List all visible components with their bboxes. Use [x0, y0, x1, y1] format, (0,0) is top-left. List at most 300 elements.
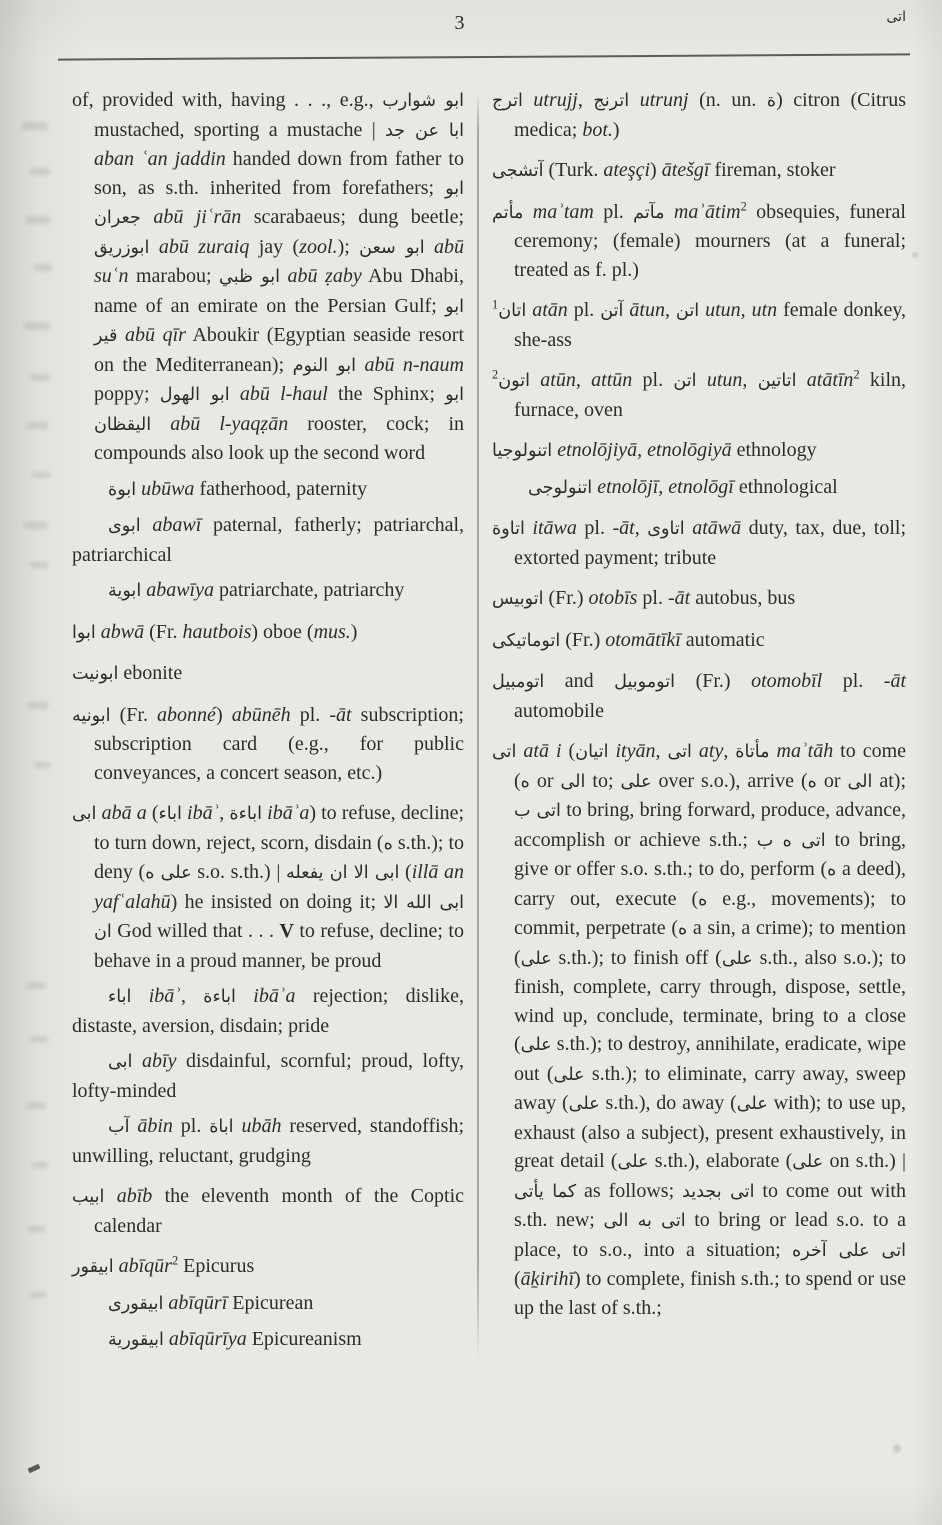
transliteration: -āt — [883, 670, 906, 692]
transliteration: itāwa — [532, 517, 577, 539]
text-run: s.th.); to destroy, annihilate, eradicate, wipe out ( — [514, 1033, 906, 1085]
text-run: or — [529, 769, 561, 792]
bleed-through-mark — [26, 982, 46, 989]
text-run: disdainful, scornful; proud, lofty, lofty-minded — [72, 1050, 464, 1102]
arabic-text: اتيان — [575, 742, 609, 762]
text-run: jay ( — [249, 235, 300, 258]
dictionary-entry — [492, 156, 906, 186]
arabic-text: على — [792, 1152, 824, 1172]
dictionary-entry — [492, 626, 906, 656]
transliteration: ātešgī — [661, 159, 710, 181]
text-run — [151, 413, 170, 435]
arabic-text: ابونيت — [72, 664, 119, 684]
dictionary-subentry — [72, 576, 464, 606]
text-run: to; — [585, 769, 621, 792]
bleed-through-mark — [30, 374, 50, 381]
superscript: 1 — [492, 297, 499, 312]
page-number: 3 — [454, 12, 466, 34]
arabic-text: ابوزريق — [94, 237, 150, 258]
transliteration: abīb — [116, 1185, 153, 1207]
bleed-through-mark — [28, 1226, 46, 1232]
text-run: ) to complete, finish s.th.; to spend or use up the last of s.th.; — [514, 1268, 906, 1319]
column-gutter — [464, 86, 492, 1355]
text-run: autobus, bus — [690, 587, 796, 609]
transliteration: -āt — [667, 587, 691, 609]
dictionary-entry — [72, 618, 464, 648]
text-run: s.th.); to finish off ( — [551, 946, 722, 969]
text-run: ( — [561, 740, 576, 762]
text-run — [692, 740, 699, 762]
superscript: 2 — [853, 367, 860, 382]
text-run — [425, 236, 434, 258]
transliteration: ibāʾ — [187, 802, 220, 824]
arabic-text: ابى — [108, 1052, 133, 1072]
arabic-text: الى — [560, 771, 586, 792]
text-run: ( — [514, 1268, 521, 1290]
arabic-text: اتاوى — [647, 519, 685, 539]
text-run: paternal, fatherly; patriarchal, patriarchical — [72, 514, 464, 566]
transliteration: ātun — [629, 299, 665, 321]
text-run: , — [723, 740, 736, 762]
dictionary-entry — [72, 86, 464, 468]
text-run: ) he insisted on doing it; — [170, 890, 384, 913]
text-run: to refuse, decline; to behave in a proud manner, be proud — [94, 920, 464, 972]
dictionary-subentry — [72, 1047, 464, 1105]
text-run: female donkey, she-ass — [514, 299, 907, 351]
text-run: or — [816, 769, 848, 792]
text-run: ebonite — [118, 662, 183, 684]
verb-form-numeral: V — [279, 920, 294, 942]
transliteration: aty — [698, 740, 724, 762]
text-run: obsequies, funeral ceremony; (female) mourners (at a funeral; treated as f. pl.) — [514, 200, 906, 281]
transliteration: abīqūr — [118, 1255, 172, 1277]
text-run: kiln, furnace, oven — [514, 369, 907, 421]
text-run — [523, 201, 532, 223]
text-run: scarabaeus; dung beetle; — [241, 206, 465, 228]
text-run: marabou; — [128, 265, 220, 287]
text-run: to bring or lead s.o. to a place, to s.o., into a situation; — [514, 1209, 906, 1261]
text-run: poppy; — [94, 383, 160, 405]
arabic-text: على — [520, 1035, 552, 1055]
arabic-text: ابو اليقظان — [94, 385, 465, 435]
text-run: pl. — [567, 299, 601, 321]
text-run — [132, 1050, 142, 1072]
bleed-through-mark — [24, 522, 48, 529]
text-run: (Fr. — [144, 620, 183, 643]
text-run: Epicurus — [178, 1255, 255, 1277]
arabic-text: اتى ب — [514, 801, 561, 821]
text-run: automobile — [514, 699, 604, 722]
text-run: duty, tax, due, toll; extorted payment; tribute — [514, 517, 907, 569]
text-run: ( — [146, 802, 159, 824]
text-run: to bring, bring forward, produce, advance, accomplish or achieve s.th.; — [514, 799, 906, 851]
text-run: pl. — [172, 1115, 210, 1137]
dictionary-entry — [492, 514, 906, 572]
text-run: Aboukir (Egyptian seaside resort on the Mediterranean); — [94, 324, 465, 376]
arabic-text: ابيقور — [72, 1257, 114, 1277]
arabic-text: اتن — [673, 371, 697, 391]
text-run: (Fr.) — [675, 670, 752, 692]
superscript: 2 — [740, 198, 747, 213]
arabic-text: اتنولوجى — [528, 477, 593, 498]
text-run: ) — [215, 703, 232, 726]
text-run — [770, 740, 777, 762]
right-column — [492, 86, 906, 1322]
column-divider-rule — [477, 92, 479, 1361]
transliteration: maʾātim — [673, 200, 741, 223]
text-run — [530, 369, 540, 391]
arabic-text: ه — [383, 833, 393, 854]
text-run — [131, 985, 148, 1007]
transliteration: bot. — [582, 118, 613, 141]
text-run: subscription; subscription card (e.g., for public conveyances, a concert season, etc.) — [94, 703, 464, 784]
arabic-text: ابو جعران — [94, 178, 464, 228]
bleed-through-mark — [30, 168, 50, 175]
arabic-text: ابا عن جد — [385, 120, 464, 141]
arabic-text: اتى به الى — [603, 1211, 686, 1231]
dictionary-subentry — [72, 511, 464, 569]
arabic-text: اتى — [492, 742, 517, 762]
transliteration: abīy — [142, 1050, 177, 1072]
arabic-text: ابى الا ان يفعله — [285, 863, 400, 883]
text-run: rooster, cock; in compounds also look up the second word — [94, 412, 465, 464]
transliteration: abawīya — [146, 579, 214, 601]
dictionary-subentry — [72, 475, 464, 505]
arabic-text: على — [721, 948, 753, 969]
text-run — [523, 89, 534, 111]
superscript: 2 — [171, 1253, 179, 1268]
text-run: (Turk. — [543, 159, 604, 181]
arabic-text: اباءة — [229, 804, 263, 824]
transliteration: atāwā — [692, 517, 742, 539]
transliteration: -āt — [612, 517, 635, 539]
transliteration: atūn, attūn — [540, 369, 633, 391]
text-run: pl. — [576, 517, 613, 539]
arabic-text: ابيقورى — [108, 1293, 164, 1314]
text-run: to come out with s.th. new; — [514, 1179, 906, 1231]
transliteration: abū l-yaqẓān — [170, 412, 289, 435]
text-run: ) — [350, 620, 358, 643]
text-run — [236, 985, 253, 1007]
arabic-text: ابو شوارب — [382, 91, 465, 111]
arabic-text: اتان — [498, 301, 527, 321]
arabic-text: ابيب — [72, 1187, 105, 1207]
arabic-text: على — [568, 1094, 600, 1114]
bleed-through-mark — [26, 422, 48, 429]
transliteration: abīqūrīya — [168, 1328, 247, 1350]
transliteration: -āt — [329, 703, 352, 726]
dictionary-entry — [492, 296, 906, 354]
transliteration: utrujj — [533, 89, 578, 111]
text-run: s.th.), elaborate ( — [648, 1150, 793, 1172]
text-run: , — [742, 369, 758, 391]
arabic-text: اباءة — [203, 987, 236, 1007]
arabic-text: ه — [827, 860, 837, 880]
transliteration: abū zuraiq — [158, 235, 250, 258]
transliteration: utrunj — [639, 89, 689, 111]
text-run: Epicureanism — [246, 1328, 362, 1350]
text-run: handed down from father to son, as s.th. inherited from forefathers; — [94, 148, 464, 199]
transliteration: etnolōjī, etnolōgī — [597, 475, 734, 498]
transliteration: hautbois — [182, 620, 252, 643]
transliteration: abawī — [152, 514, 202, 536]
dictionary-entry — [492, 667, 906, 725]
arabic-text: اترج — [492, 91, 523, 111]
transliteration: abū jiʿrān — [153, 206, 242, 228]
arabic-text: آب — [108, 1117, 130, 1137]
text-run — [104, 1185, 116, 1207]
text-run — [629, 89, 640, 111]
page-header — [72, 0, 908, 56]
arabic-text: ابو قير — [94, 296, 464, 346]
transliteration: abū qīr — [125, 324, 186, 346]
arabic-text: ابى الله الا ان — [94, 892, 464, 942]
text-run: (Fr.) — [543, 587, 589, 609]
superscript: 2 — [492, 367, 499, 382]
arabic-text: ابو الهول — [159, 385, 230, 405]
arabic-text: ابوة — [108, 479, 137, 500]
text-run: and — [544, 670, 615, 692]
transliteration: ibāʾa — [267, 802, 310, 824]
text-run: , — [577, 89, 594, 111]
transliteration: ateşçi — [603, 159, 651, 181]
transliteration: otomātīkī — [605, 628, 681, 651]
arabic-text: اتون — [498, 371, 530, 391]
text-run: on s.th.) | — [823, 1150, 906, 1172]
arabic-text: على — [553, 1064, 585, 1085]
text-run: ( — [399, 861, 412, 883]
transliteration: otobīs — [588, 587, 638, 609]
text-run: over s.o.), arrive ( — [651, 769, 808, 792]
text-run: , — [219, 802, 230, 824]
transliteration: ubāh — [241, 1115, 282, 1137]
arabic-text: ه — [520, 771, 530, 792]
arabic-text: اباء — [108, 987, 132, 1007]
text-run — [609, 740, 616, 762]
transliteration: abūnēh — [231, 703, 291, 726]
dictionary-subentry — [72, 1289, 464, 1319]
bleed-through-mark — [32, 1162, 48, 1168]
text-run: with); to use up, exhaust (also a subject), present exhaustively, in great detail ( — [514, 1092, 906, 1172]
text-run: to bring, give or offer s.o. s.th.; to do, perform ( — [514, 828, 906, 880]
text-run: of, provided with, having . . ., e.g., — [72, 89, 383, 111]
text-run: pl. — [632, 369, 674, 391]
dictionary-entry — [492, 584, 906, 614]
bleed-through-mark — [34, 762, 50, 768]
text-run: Abu Dhabi, name of an emirate on the Persian Gulf; — [94, 265, 464, 317]
text-run: ethnology — [731, 439, 817, 461]
text-run — [697, 369, 707, 391]
transliteration: ābin — [137, 1115, 173, 1137]
transliteration: abū l-haul — [239, 383, 328, 405]
dictionary-entry — [492, 737, 906, 1322]
transliteration: ibāʾa — [253, 985, 296, 1007]
arabic-text: مآتم — [633, 202, 665, 223]
arabic-text: اترنج — [593, 91, 630, 111]
text-run — [280, 265, 288, 287]
transliteration: utun, utn — [705, 299, 778, 321]
bleed-through-mark — [22, 122, 48, 130]
text-run: s.th.); to deny ( — [94, 831, 464, 883]
text-run: ); — [337, 235, 360, 258]
bleed-through-mark — [30, 1292, 46, 1298]
text-run: fireman, stoker — [709, 159, 836, 181]
transliteration: maʾtāh — [776, 740, 834, 762]
arabic-text: كما يأتى — [514, 1181, 577, 1202]
arabic-text: ابوا — [72, 622, 96, 643]
text-run: a deed), carry out, execute ( — [514, 858, 906, 910]
transliteration: atān — [532, 299, 568, 321]
text-run: (n. un. — [688, 89, 767, 111]
dictionary-entry — [492, 436, 906, 466]
arabic-text: اتومبيل — [492, 672, 545, 692]
text-run: Epicurean — [227, 1291, 314, 1314]
arabic-text: على — [617, 1152, 649, 1172]
dictionary-subentry — [492, 473, 906, 503]
arabic-text: اتى على آخره — [792, 1240, 906, 1261]
transliteration: abīqūrī — [168, 1291, 228, 1314]
text-run: rejection; dislike, distaste, aversion, disdain; pride — [72, 985, 464, 1037]
transliteration: āḵirihī — [520, 1268, 575, 1290]
transliteration: abū n-naum — [364, 353, 464, 376]
transliteration: otomobīl — [751, 670, 823, 692]
scan-speck — [893, 1444, 901, 1453]
arabic-text: ابيقورية — [108, 1330, 164, 1350]
text-run: pl. — [290, 703, 330, 726]
text-run: God willed that . . . — [111, 920, 280, 942]
text-run: ) oboe ( — [251, 620, 314, 643]
text-run: , — [634, 517, 648, 539]
arabic-text: اتاتين — [757, 371, 797, 391]
arabic-text: على — [620, 771, 652, 792]
text-run: to come ( — [514, 740, 907, 792]
bleed-through-mark — [26, 216, 50, 224]
dictionary-entry — [72, 659, 464, 689]
arabic-text: ابو ظبي — [219, 267, 280, 287]
transliteration: abā a — [101, 802, 147, 824]
dictionary-entry — [492, 198, 906, 285]
text-run — [141, 514, 153, 536]
arabic-text: مأتم — [492, 202, 524, 223]
text-run: ) — [612, 118, 620, 141]
arabic-text: على ه — [145, 863, 192, 883]
transliteration: maʾtam — [532, 200, 594, 223]
text-run — [141, 206, 153, 228]
arabic-text: ه — [807, 771, 817, 792]
page-content — [72, 0, 908, 1355]
arabic-text: ه — [677, 919, 688, 939]
text-run — [796, 369, 806, 391]
arabic-text: ابوى — [108, 516, 141, 536]
arabic-text: الى — [847, 771, 873, 792]
arabic-text: اتن — [675, 301, 700, 321]
dictionary-subentry — [72, 982, 464, 1040]
text-run: ethnological — [733, 475, 838, 498]
left-column — [72, 86, 464, 1355]
text-run: ) citron (Citrus medica; — [514, 89, 907, 141]
text-run: e.g., movements); to commit, perpetrate ( — [514, 887, 906, 939]
text-run: the Sphinx; — [327, 383, 446, 405]
arabic-text: ه — [698, 889, 708, 910]
bleed-through-mark — [24, 322, 50, 330]
arabic-text: اتوماتيكى — [492, 630, 561, 651]
text-run: ) — [650, 159, 662, 181]
arabic-text: على — [736, 1094, 768, 1114]
text-run: (Fr. — [110, 703, 158, 726]
arabic-text: اتنولوجيا — [492, 441, 553, 461]
scan-speck — [912, 252, 918, 258]
transliteration: aban ʿan jaddin — [94, 148, 226, 170]
dictionary-subentry — [72, 1325, 464, 1355]
text-run: s.th.), do away ( — [599, 1092, 737, 1114]
text-run — [117, 324, 125, 346]
dictionary-entry — [72, 1182, 464, 1240]
catchword-arabic: اتى — [886, 9, 906, 25]
arabic-text: على — [520, 948, 552, 969]
bleed-through-mark — [34, 264, 52, 271]
ink-smudge — [28, 1464, 41, 1474]
text-run: as follows; — [576, 1179, 683, 1202]
text-columns — [72, 56, 908, 1355]
arabic-text: اتوموبيل — [614, 672, 676, 692]
text-run: mustached, sporting a mustache | — [94, 118, 386, 141]
bleed-through-mark — [30, 562, 48, 568]
text-run: pl. — [593, 200, 634, 223]
text-run: pl. — [822, 670, 884, 692]
arabic-text: اباء — [158, 804, 182, 824]
transliteration: abū suʿn — [94, 235, 465, 287]
bleed-through-mark — [28, 702, 48, 709]
arabic-text: ة — [766, 91, 777, 111]
transliteration: abwā — [100, 620, 145, 643]
transliteration: utun — [706, 369, 743, 391]
text-run: pl. — [637, 587, 668, 609]
arabic-text: اتى ه ب — [756, 830, 826, 851]
text-run: , — [655, 740, 668, 762]
text-run: the eleventh month of the Coptic calendar — [94, 1185, 465, 1237]
arabic-text: اتى — [667, 742, 692, 762]
arabic-text: اتى بجديد — [682, 1181, 755, 1202]
text-run: s.th., also s.o.); to finish, complete, carry through, dispose, settle, wind up, conclude, terminate, bring to a close ( — [514, 946, 906, 1055]
text-run: reserved, standoffish; unwilling, reluctant, grudging — [72, 1115, 465, 1167]
transliteration: ubūwa — [141, 477, 195, 500]
text-run: at); — [872, 769, 907, 792]
arabic-text: اتاوة — [492, 519, 525, 539]
arabic-text: ابو النوم — [292, 355, 357, 376]
arabic-text: اتوبيس — [492, 589, 544, 609]
transliteration: abonné — [157, 703, 216, 726]
transliteration: zool. — [299, 235, 338, 258]
transliteration: atātīn — [806, 369, 854, 391]
text-run: (Fr.) — [560, 628, 606, 651]
arabic-text: ابى — [72, 804, 97, 824]
arabic-text: مأتاة — [735, 742, 770, 762]
transliteration: mus. — [313, 620, 351, 643]
arabic-text: آتن — [600, 301, 624, 321]
transliteration: etnolōjiyā, etnolōgiyā — [557, 439, 732, 461]
text-run: ) to refuse, decline; to turn down, reject, scorn, disdain ( — [94, 802, 465, 854]
text-run: a sin, a crime); to mention ( — [514, 917, 906, 969]
dictionary-subentry — [72, 1112, 464, 1170]
bleed-through-mark — [30, 1036, 48, 1042]
transliteration: ibāʾ — [148, 985, 181, 1007]
dictionary-entry — [72, 799, 464, 975]
arabic-text: ابوية — [108, 581, 142, 601]
text-run: , — [180, 985, 204, 1007]
text-run: s.th.); to eliminate, carry away, sweep away ( — [514, 1062, 906, 1114]
arabic-text: اباة — [209, 1117, 234, 1137]
dictionary-entry — [72, 701, 464, 788]
